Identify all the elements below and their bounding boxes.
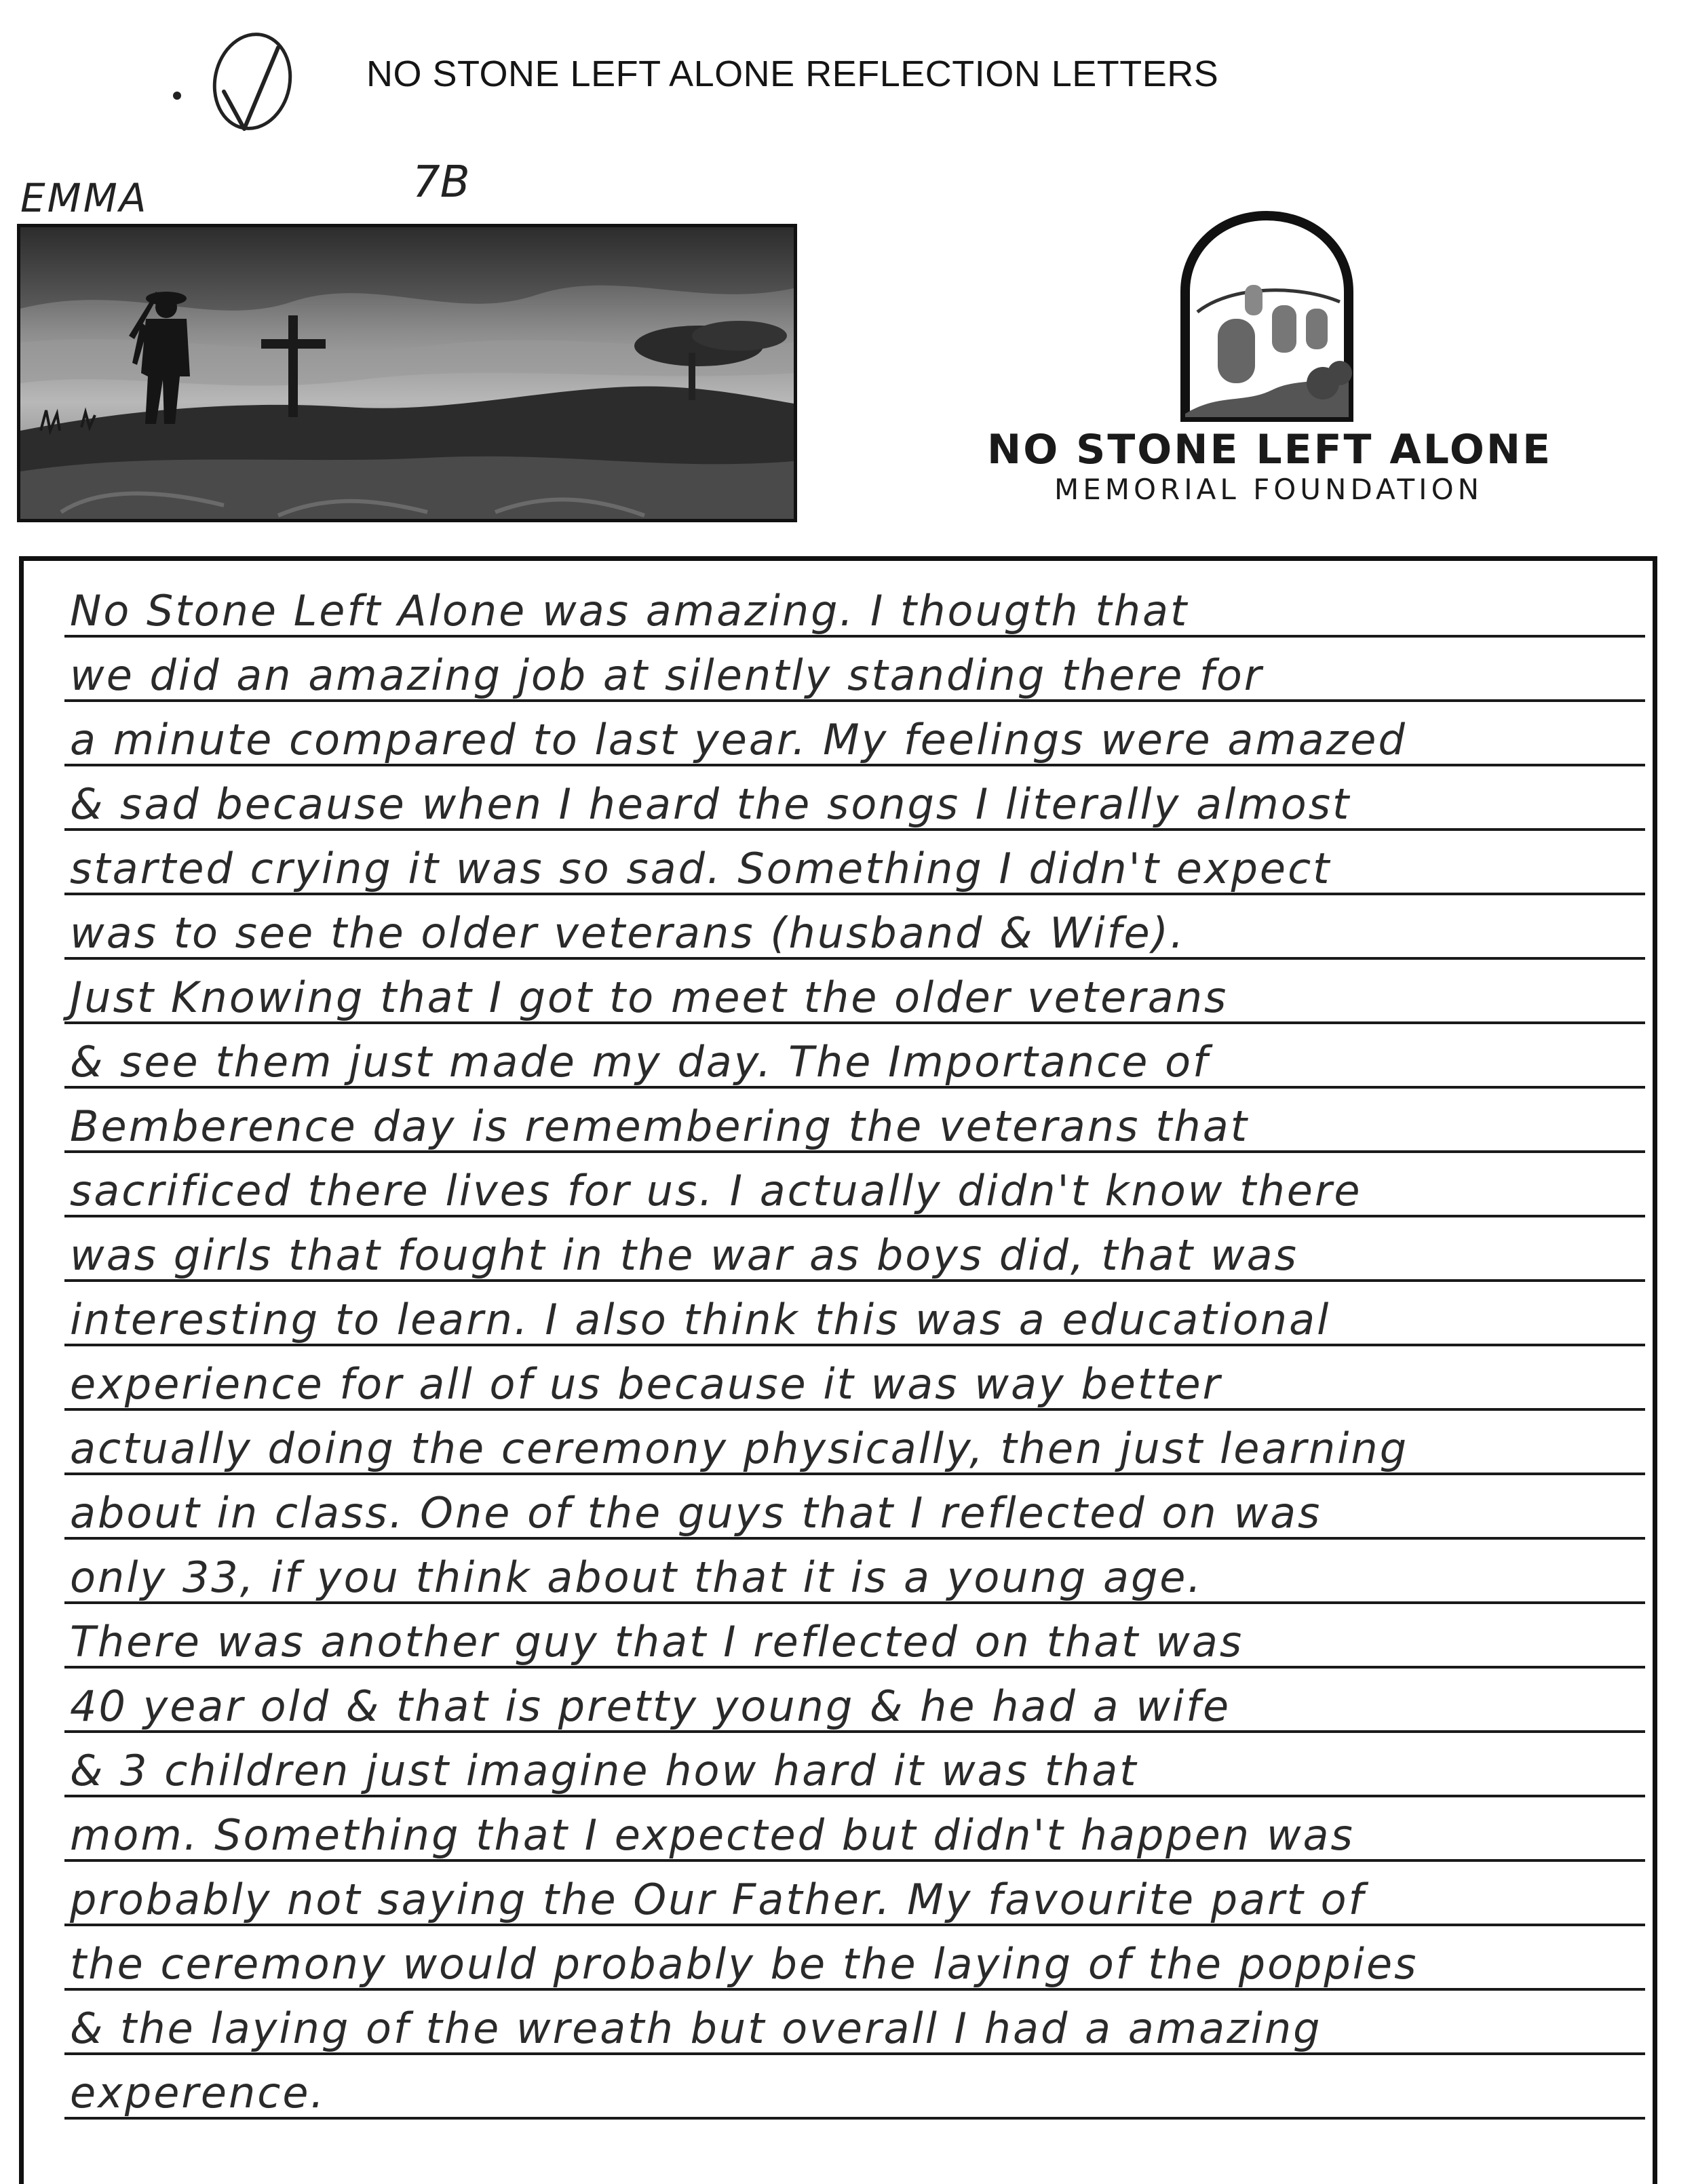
soldier-and-cross-silhouette-icon	[20, 227, 794, 519]
letter-line	[64, 1863, 1645, 1926]
letter-line	[64, 1090, 1645, 1153]
letter-line-text: a minute compared to last year. My feelings were amazed	[70, 715, 1407, 764]
letter-line-text: 40 year old & that is pretty young & he had a wife	[70, 1681, 1231, 1731]
letter-line	[64, 574, 1645, 638]
letter-line	[64, 961, 1645, 1024]
letter-line-text: experence.	[70, 2068, 326, 2118]
letter-line	[64, 1605, 1645, 1669]
logo-name: NO STONE LEFT ALONE	[987, 426, 1553, 473]
letter-line-text: & 3 children just imagine how hard it was that	[70, 1746, 1138, 1795]
letter-line	[64, 1477, 1645, 1540]
page-title: NO STONE LEFT ALONE REFLECTION LETTERS	[366, 54, 1219, 94]
letter-line	[64, 1348, 1645, 1411]
checkmark-icon	[197, 27, 298, 142]
letter-line-text: actually doing the ceremony physically, then just learning	[70, 1424, 1409, 1473]
letter-line-text: the ceremony would probably be the laying of the poppies	[70, 1939, 1419, 1989]
letter-line-text: sacrificed there lives for us. I actually didn't know there	[70, 1166, 1362, 1215]
letter-line-text: was to see the older veterans (husband & Wife).	[70, 908, 1186, 958]
letter-line-text: probably not saying the Our Father. My favourite part of	[70, 1875, 1366, 1924]
student-name: EMMA	[20, 175, 149, 221]
letter-box	[19, 556, 1657, 2184]
letter-line	[64, 1799, 1645, 1862]
letter-line	[64, 2056, 1645, 2120]
letter-line-text: & the laying of the wreath but overall I had a amazing	[70, 2004, 1322, 2053]
letter-line	[64, 1928, 1645, 1991]
letter-line-text: only 33, if you think about that it is a young age.	[70, 1553, 1203, 1602]
letter-line	[64, 1283, 1645, 1346]
letter-line-text: interesting to learn. I also think this was a educational	[70, 1295, 1331, 1344]
student-class: 7B	[412, 157, 470, 208]
pen-dot-mark	[173, 92, 181, 100]
letter-line-text: No Stone Left Alone was amazing. I thougth that	[70, 586, 1189, 636]
letter-line-text: mom. Something that I expected but didn't happen was	[70, 1810, 1355, 1860]
letter-line-text: Just Knowing that I got to meet the older veterans	[70, 973, 1229, 1022]
letter-line	[64, 1734, 1645, 1797]
letter-line	[64, 1541, 1645, 1604]
letter-line	[64, 1026, 1645, 1089]
logo-subtitle: MEMORIAL FOUNDATION	[1054, 473, 1484, 506]
letter-line-text: & see them just made my day. The Importance of	[70, 1037, 1210, 1087]
letter-line-text: started crying it was so sad. Something I didn't expect	[70, 844, 1332, 893]
letter-line	[64, 1670, 1645, 1733]
letter-line-text: we did an amazing job at silently standing there for	[70, 650, 1264, 700]
letter-line-text: Bemberence day is remembering the veterans that	[70, 1101, 1250, 1151]
letter-line-text: about in class. One of the guys that I reflected on was	[70, 1488, 1322, 1538]
letter-line	[64, 1992, 1645, 2055]
letter-line	[64, 1219, 1645, 1282]
letter-line	[64, 897, 1645, 960]
cemetery-arch-icon	[1177, 210, 1357, 424]
memorial-photo	[17, 224, 797, 522]
letter-line	[64, 768, 1645, 831]
letter-line-text: was girls that fought in the war as boys did, that was	[70, 1230, 1298, 1280]
letter-line-text: experience for all of us because it was way better	[70, 1359, 1222, 1409]
letter-line	[64, 639, 1645, 702]
letter-line	[64, 703, 1645, 766]
letter-line-text: & sad because when I heard the songs I literally almost	[70, 779, 1351, 829]
letter-line	[64, 1412, 1645, 1475]
letter-line-text: There was another guy that I reflected on that was	[70, 1617, 1244, 1666]
letter-line	[64, 1154, 1645, 1217]
letter-line	[64, 832, 1645, 895]
